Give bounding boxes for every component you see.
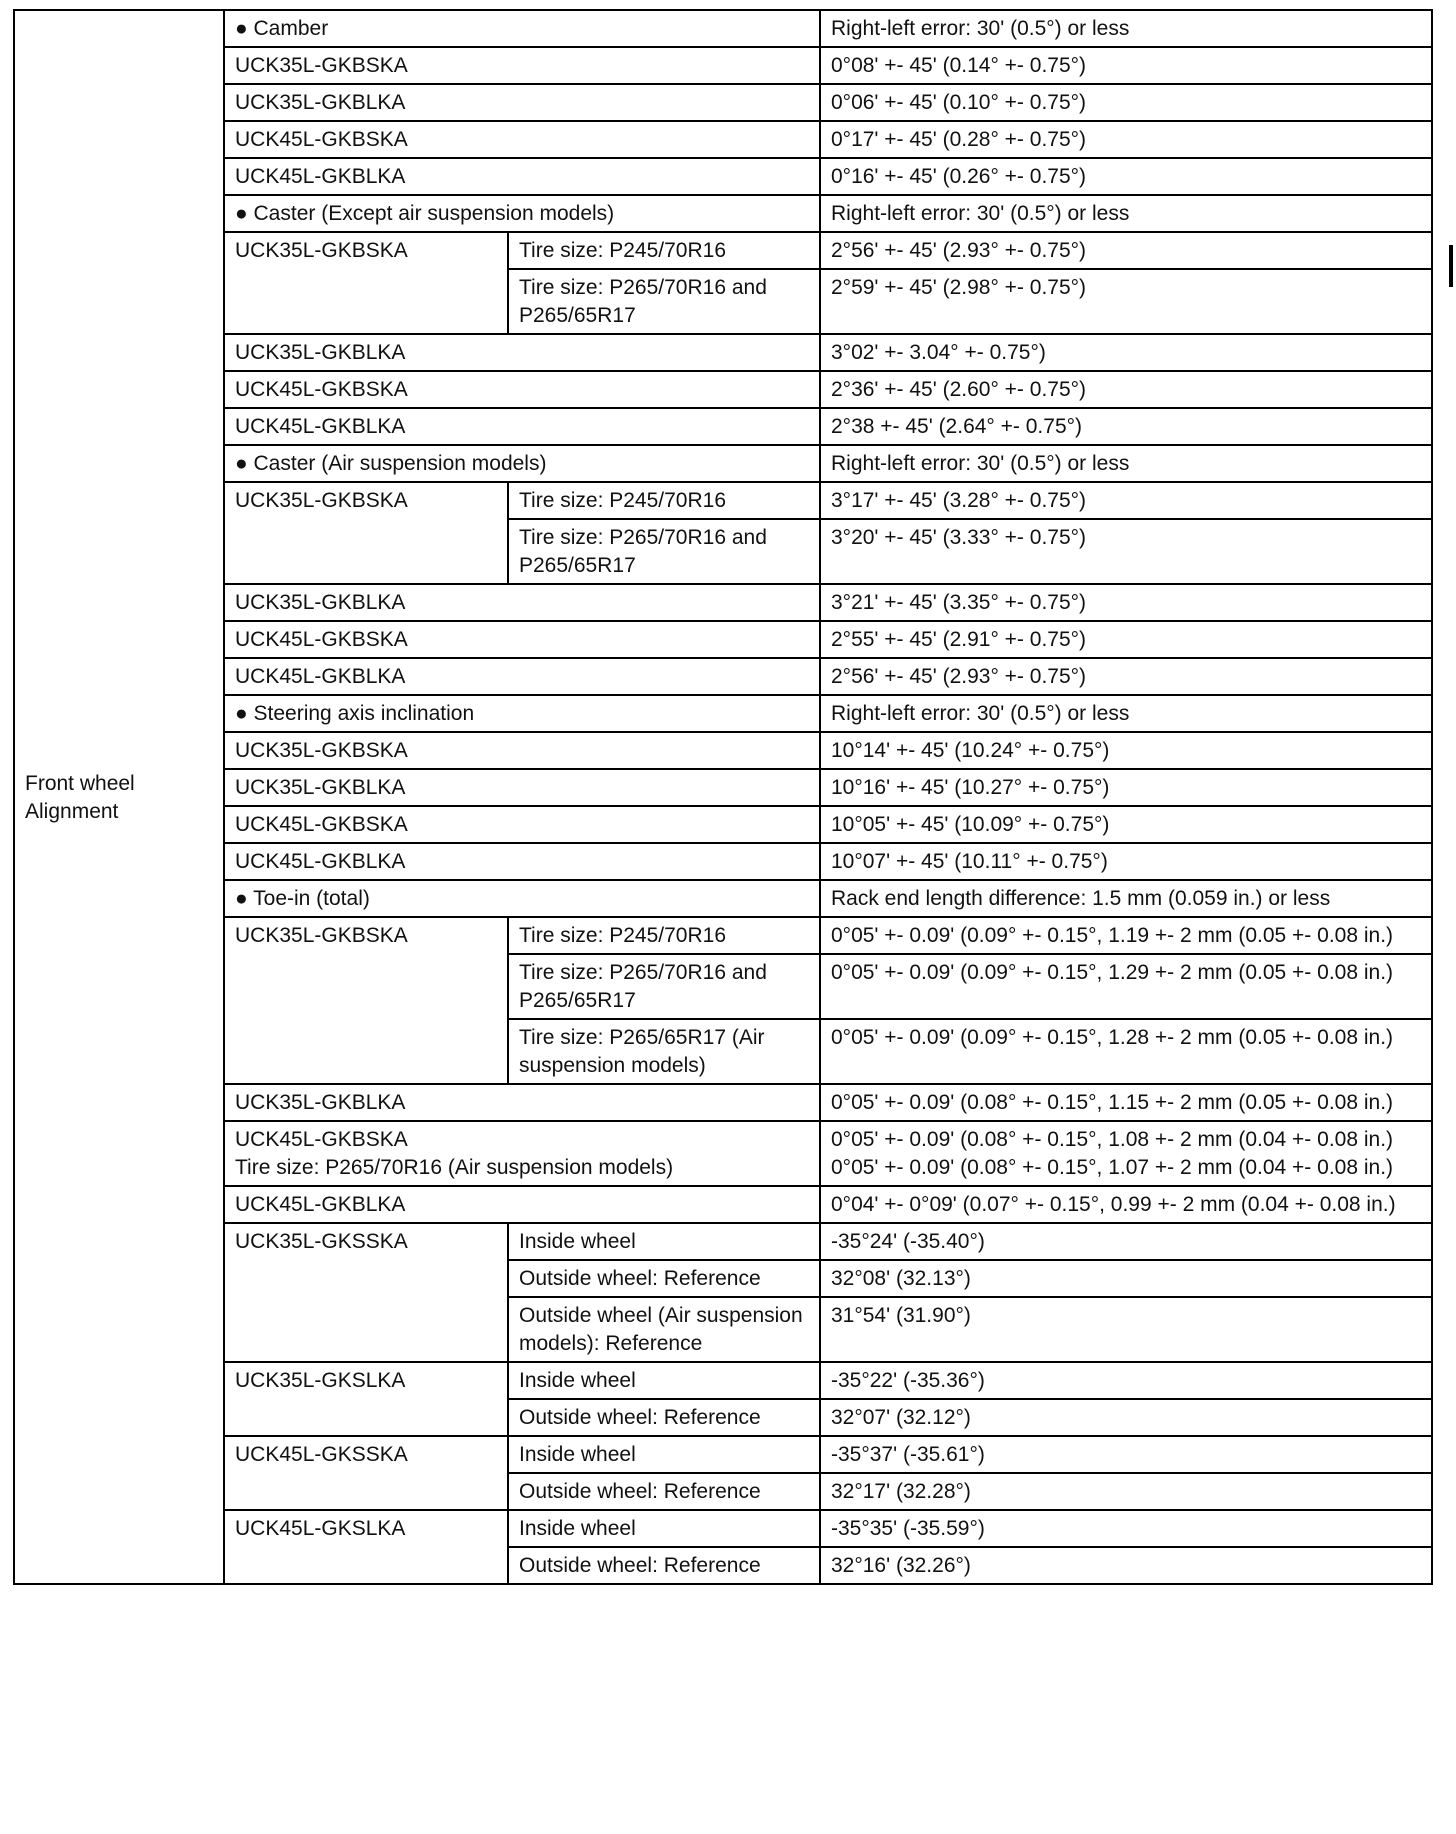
model-cell: ● Steering axis inclination xyxy=(224,695,820,732)
condition-cell: Inside wheel xyxy=(508,1510,820,1547)
table-row xyxy=(14,806,1432,843)
table-row xyxy=(14,917,1432,954)
spec-value-cell: 3°21' +- 45' (3.35° +- 0.75°) xyxy=(820,584,1432,621)
table-row xyxy=(14,1084,1432,1121)
model-cell: UCK45L-GKSSKA xyxy=(224,1436,508,1510)
table-row xyxy=(14,232,1432,269)
spec-value-cell: 0°17' +- 45' (0.28° +- 0.75°) xyxy=(820,121,1432,158)
spec-value-cell: Right-left error: 30' (0.5°) or less xyxy=(820,10,1432,47)
condition-cell: Tire size: P265/70R16 and P265/65R17 xyxy=(508,269,820,334)
model-cell: UCK35L-GKSLKA xyxy=(224,1362,508,1436)
model-cell: UCK45L-GKBLKA xyxy=(224,158,820,195)
spec-value-cell: 0°05' +- 0.09' (0.09° +- 0.15°, 1.29 +- 2 mm (0.05 +- 0.08 in.) xyxy=(820,954,1432,1019)
spec-value-cell: 0°08' +- 45' (0.14° +- 0.75°) xyxy=(820,47,1432,84)
condition-cell: Outside wheel (Air suspension models): Reference xyxy=(508,1297,820,1362)
table-row xyxy=(14,47,1432,84)
spec-value-cell: Right-left error: 30' (0.5°) or less xyxy=(820,445,1432,482)
model-cell: UCK35L-GKBLKA xyxy=(224,84,820,121)
table-row xyxy=(14,158,1432,195)
model-cell: UCK45L-GKBSKA xyxy=(224,121,820,158)
condition-cell: Tire size: P265/65R17 (Air suspension models) xyxy=(508,1019,820,1084)
table-row xyxy=(14,1121,1432,1186)
alignment-spec-table xyxy=(13,9,1433,1585)
condition-cell: Tire size: P265/70R16 and P265/65R17 xyxy=(508,519,820,584)
condition-cell: Tire size: P245/70R16 xyxy=(508,232,820,269)
condition-cell: Inside wheel xyxy=(508,1436,820,1473)
condition-cell: Outside wheel: Reference xyxy=(508,1547,820,1584)
spec-value-cell: Right-left error: 30' (0.5°) or less xyxy=(820,695,1432,732)
table-row xyxy=(14,334,1432,371)
spec-table-body xyxy=(14,10,1432,1584)
model-cell: UCK35L-GKBSKA xyxy=(224,482,508,584)
condition-cell: Outside wheel: Reference xyxy=(508,1473,820,1510)
spec-value-cell: 3°02' +- 3.04° +- 0.75°) xyxy=(820,334,1432,371)
spec-value-cell: 32°16' (32.26°) xyxy=(820,1547,1432,1584)
table-row xyxy=(14,769,1432,806)
spec-value-cell: 0°06' +- 45' (0.10° +- 0.75°) xyxy=(820,84,1432,121)
condition-cell: Tire size: P245/70R16 xyxy=(508,482,820,519)
spec-value-cell: -35°24' (-35.40°) xyxy=(820,1223,1432,1260)
table-row xyxy=(14,1223,1432,1260)
table-row xyxy=(14,1186,1432,1223)
table-row xyxy=(14,1362,1432,1399)
category-label: Front wheel Alignment xyxy=(14,10,224,1584)
table-row xyxy=(14,121,1432,158)
table-row xyxy=(14,482,1432,519)
model-cell: ● Toe-in (total) xyxy=(224,880,820,917)
model-cell xyxy=(224,1121,820,1186)
cell-line: Tire size: P265/70R16 (Air suspension models) xyxy=(235,1156,674,1179)
spec-value-cell: 0°04' +- 0°09' (0.07° +- 0.15°, 0.99 +- 2 mm (0.04 +- 0.08 in.) xyxy=(820,1186,1432,1223)
model-cell: UCK45L-GKBLKA xyxy=(224,843,820,880)
condition-cell: Inside wheel xyxy=(508,1223,820,1260)
spec-value-cell: -35°37' (-35.61°) xyxy=(820,1436,1432,1473)
table-row xyxy=(14,1436,1432,1473)
condition-cell: Outside wheel: Reference xyxy=(508,1260,820,1297)
spec-value-cell: 32°07' (32.12°) xyxy=(820,1399,1432,1436)
spec-value-cell: 0°05' +- 0.09' (0.09° +- 0.15°, 1.28 +- 2 mm (0.05 +- 0.08 in.) xyxy=(820,1019,1432,1084)
model-cell: UCK35L-GKBLKA xyxy=(224,1084,820,1121)
spec-value-cell: 0°05' +- 0.09' (0.08° +- 0.15°, 1.15 +- 2 mm (0.05 +- 0.08 in.) xyxy=(820,1084,1432,1121)
model-cell: UCK45L-GKBLKA xyxy=(224,658,820,695)
model-cell: UCK45L-GKBSKA xyxy=(224,621,820,658)
table-row xyxy=(14,84,1432,121)
spec-value-cell: Right-left error: 30' (0.5°) or less xyxy=(820,195,1432,232)
table-row xyxy=(14,658,1432,695)
condition-cell: Tire size: P245/70R16 xyxy=(508,917,820,954)
model-cell: ● Caster (Except air suspension models) xyxy=(224,195,820,232)
spec-value-cell: 3°17' +- 45' (3.28° +- 0.75°) xyxy=(820,482,1432,519)
revision-bar xyxy=(1449,245,1453,287)
table-row xyxy=(14,880,1432,917)
table-row xyxy=(14,695,1432,732)
table-row xyxy=(14,10,1432,47)
cell-line: 0°05' +- 0.09' (0.08° +- 0.15°, 1.08 +- 2 mm (0.04 +- 0.08 in.) xyxy=(831,1128,1394,1151)
model-cell: UCK35L-GKBSKA xyxy=(224,917,508,1084)
spec-value-cell: 10°05' +- 45' (10.09° +- 0.75°) xyxy=(820,806,1432,843)
cell-line: UCK45L-GKBSKA xyxy=(235,1128,408,1151)
spec-value-cell: 2°55' +- 45' (2.91° +- 0.75°) xyxy=(820,621,1432,658)
condition-cell: Outside wheel: Reference xyxy=(508,1399,820,1436)
table-row xyxy=(14,843,1432,880)
spec-value-cell: 10°07' +- 45' (10.11° +- 0.75°) xyxy=(820,843,1432,880)
model-cell: UCK35L-GKSSKA xyxy=(224,1223,508,1362)
spec-value-cell: 0°05' +- 0.09' (0.09° +- 0.15°, 1.19 +- 2 mm (0.05 +- 0.08 in.) xyxy=(820,917,1432,954)
table-row xyxy=(14,408,1432,445)
model-cell: UCK45L-GKBLKA xyxy=(224,408,820,445)
table-row xyxy=(14,1510,1432,1547)
model-cell: UCK35L-GKBSKA xyxy=(224,732,820,769)
table-row xyxy=(14,584,1432,621)
spec-value-cell: 31°54' (31.90°) xyxy=(820,1297,1432,1362)
spec-value-cell: 10°16' +- 45' (10.27° +- 0.75°) xyxy=(820,769,1432,806)
model-cell: UCK45L-GKBLKA xyxy=(224,1186,820,1223)
model-cell: UCK35L-GKBSKA xyxy=(224,232,508,334)
model-cell: UCK35L-GKBSKA xyxy=(224,47,820,84)
spec-value-cell xyxy=(820,1121,1432,1186)
table-row xyxy=(14,195,1432,232)
model-cell: UCK35L-GKBLKA xyxy=(224,334,820,371)
spec-value-cell: -35°35' (-35.59°) xyxy=(820,1510,1432,1547)
table-row xyxy=(14,371,1432,408)
spec-value-cell: Rack end length difference: 1.5 mm (0.059 in.) or less xyxy=(820,880,1432,917)
spec-value-cell: 2°59' +- 45' (2.98° +- 0.75°) xyxy=(820,269,1432,334)
spec-value-cell: 2°38 +- 45' (2.64° +- 0.75°) xyxy=(820,408,1432,445)
model-cell: UCK45L-GKBSKA xyxy=(224,371,820,408)
spec-value-cell: 32°17' (32.28°) xyxy=(820,1473,1432,1510)
spec-value-cell: 0°16' +- 45' (0.26° +- 0.75°) xyxy=(820,158,1432,195)
model-cell: UCK35L-GKBLKA xyxy=(224,769,820,806)
spec-value-cell: 32°08' (32.13°) xyxy=(820,1260,1432,1297)
spec-value-cell: 10°14' +- 45' (10.24° +- 0.75°) xyxy=(820,732,1432,769)
table-row xyxy=(14,732,1432,769)
spec-value-cell: -35°22' (-35.36°) xyxy=(820,1362,1432,1399)
spec-value-cell: 3°20' +- 45' (3.33° +- 0.75°) xyxy=(820,519,1432,584)
model-cell: UCK35L-GKBLKA xyxy=(224,584,820,621)
model-cell: UCK45L-GKBSKA xyxy=(224,806,820,843)
condition-cell: Tire size: P265/70R16 and P265/65R17 xyxy=(508,954,820,1019)
table-row xyxy=(14,621,1432,658)
spec-value-cell: 2°56' +- 45' (2.93° +- 0.75°) xyxy=(820,232,1432,269)
condition-cell: Inside wheel xyxy=(508,1362,820,1399)
model-cell: ● Caster (Air suspension models) xyxy=(224,445,820,482)
model-cell: UCK45L-GKSLKA xyxy=(224,1510,508,1584)
table-row xyxy=(14,445,1432,482)
model-cell: ● Camber xyxy=(224,10,820,47)
cell-line: 0°05' +- 0.09' (0.08° +- 0.15°, 1.07 +- 2 mm (0.04 +- 0.08 in.) xyxy=(831,1156,1394,1179)
spec-value-cell: 2°56' +- 45' (2.93° +- 0.75°) xyxy=(820,658,1432,695)
spec-value-cell: 2°36' +- 45' (2.60° +- 0.75°) xyxy=(820,371,1432,408)
